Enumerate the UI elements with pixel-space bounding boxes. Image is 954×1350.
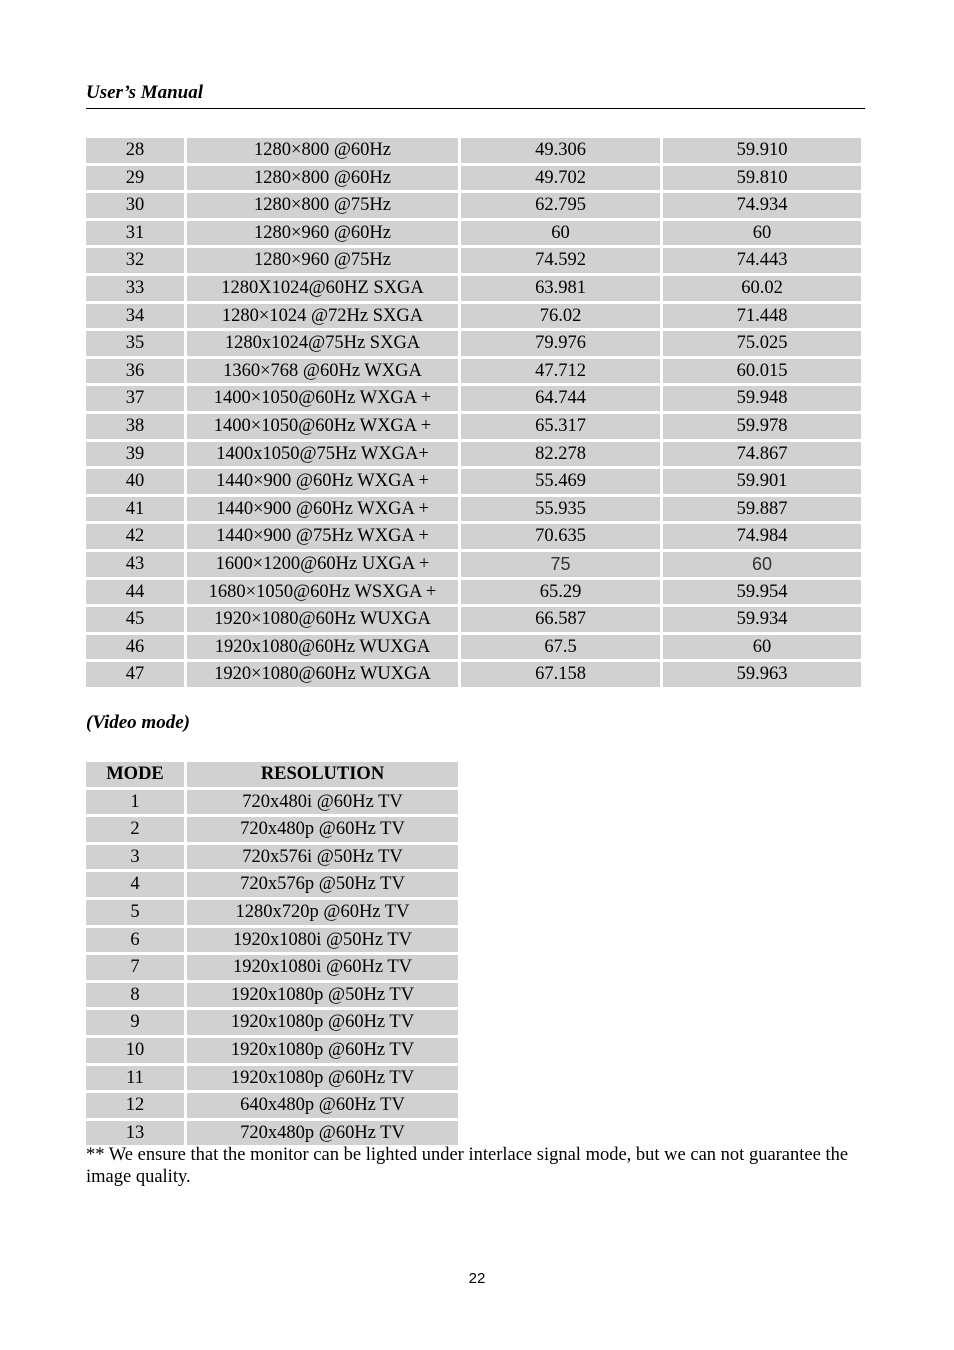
h-frequency-cell: 63.981 bbox=[461, 276, 660, 301]
table-row bbox=[86, 983, 458, 1008]
h-frequency-cell: 64.744 bbox=[461, 386, 660, 411]
v-frequency-cell: 59.934 bbox=[663, 607, 861, 632]
mode-cell: 13 bbox=[86, 1121, 184, 1146]
table-row bbox=[86, 790, 458, 815]
resolution-cell: 1440×900 @60Hz WXGA + bbox=[187, 469, 458, 494]
resolution-cell: 1920×1080@60Hz WUXGA bbox=[187, 607, 458, 632]
page-number: 22 bbox=[468, 1270, 486, 1287]
mode-cell: 40 bbox=[86, 469, 184, 494]
table-row bbox=[86, 1121, 458, 1146]
table-row bbox=[86, 900, 458, 925]
mode-column-header: MODE bbox=[86, 762, 184, 787]
table-row bbox=[86, 221, 861, 246]
table-row bbox=[86, 414, 861, 439]
mode-cell: 46 bbox=[86, 635, 184, 660]
h-frequency-cell: 74.592 bbox=[461, 248, 660, 273]
table-row bbox=[86, 497, 861, 522]
v-frequency-cell: 59.810 bbox=[663, 166, 861, 191]
mode-cell: 31 bbox=[86, 221, 184, 246]
table-row bbox=[86, 524, 861, 549]
resolution-cell: 1280×1024 @72Hz SXGA bbox=[187, 304, 458, 329]
table-row bbox=[86, 138, 861, 163]
mode-cell: 9 bbox=[86, 1010, 184, 1035]
header-title: User’s Manual bbox=[86, 82, 204, 103]
mode-cell: 33 bbox=[86, 276, 184, 301]
resolution-cell: 1920x1080p @60Hz TV bbox=[187, 1038, 458, 1063]
v-frequency-cell: 74.443 bbox=[663, 248, 861, 273]
resolution-cell: 1920x1080p @60Hz TV bbox=[187, 1010, 458, 1035]
table-row bbox=[86, 193, 861, 218]
v-frequency-cell: 59.963 bbox=[663, 662, 861, 687]
resolution-column-header: RESOLUTION bbox=[187, 762, 458, 787]
resolution-cell: 1600×1200@60Hz UXGA + bbox=[187, 552, 458, 577]
h-frequency-cell: 66.587 bbox=[461, 607, 660, 632]
mode-cell: 35 bbox=[86, 331, 184, 356]
resolution-cell: 1280x720p @60Hz TV bbox=[187, 900, 458, 925]
resolution-cell: 1920x1080p @50Hz TV bbox=[187, 983, 458, 1008]
v-frequency-cell: 59.910 bbox=[663, 138, 861, 163]
table-row bbox=[86, 845, 458, 870]
mode-cell: 8 bbox=[86, 983, 184, 1008]
mode-cell: 11 bbox=[86, 1066, 184, 1091]
table-row bbox=[86, 928, 458, 953]
resolution-cell: 1920x1080p @60Hz TV bbox=[187, 1066, 458, 1091]
v-frequency-cell: 74.984 bbox=[663, 524, 861, 549]
resolution-cell: 720x576i @50Hz TV bbox=[187, 845, 458, 870]
v-frequency-cell: 59.978 bbox=[663, 414, 861, 439]
resolution-cell: 1280×800 @60Hz bbox=[187, 166, 458, 191]
table-row bbox=[86, 276, 861, 301]
table-row bbox=[86, 1066, 458, 1091]
resolution-cell: 1360×768 @60Hz WXGA bbox=[187, 359, 458, 384]
mode-cell: 45 bbox=[86, 607, 184, 632]
resolution-cell: 1440×900 @60Hz WXGA + bbox=[187, 497, 458, 522]
mode-cell: 7 bbox=[86, 955, 184, 980]
h-frequency-cell: 67.5 bbox=[461, 635, 660, 660]
h-frequency-cell: 75 bbox=[461, 552, 660, 577]
table-row bbox=[86, 1010, 458, 1035]
mode-cell: 4 bbox=[86, 872, 184, 897]
table-row bbox=[86, 1093, 458, 1118]
h-frequency-cell: 82.278 bbox=[461, 442, 660, 467]
h-frequency-cell: 67.158 bbox=[461, 662, 660, 687]
mode-cell: 41 bbox=[86, 497, 184, 522]
h-frequency-cell: 62.795 bbox=[461, 193, 660, 218]
h-frequency-cell: 55.935 bbox=[461, 497, 660, 522]
resolution-cell: 1400x1050@75Hz WXGA+ bbox=[187, 442, 458, 467]
resolution-cell: 1920×1080@60Hz WUXGA bbox=[187, 662, 458, 687]
table-row bbox=[86, 331, 861, 356]
v-frequency-cell: 59.954 bbox=[663, 580, 861, 605]
resolution-cell: 1680×1050@60Hz WSXGA + bbox=[187, 580, 458, 605]
footnote: ** We ensure that the monitor can be lighted under interlace signal mode, but we can not guarantee the image quality. bbox=[86, 1145, 849, 1187]
resolution-cell: 1400×1050@60Hz WXGA + bbox=[187, 414, 458, 439]
resolution-cell: 1280X1024@60HZ SXGA bbox=[187, 276, 458, 301]
resolution-cell: 640x480p @60Hz TV bbox=[187, 1093, 458, 1118]
resolution-cell: 1920x1080i @50Hz TV bbox=[187, 928, 458, 953]
resolution-cell: 1920x1080@60Hz WUXGA bbox=[187, 635, 458, 660]
video-mode-table bbox=[83, 759, 461, 1148]
h-frequency-cell: 76.02 bbox=[461, 304, 660, 329]
resolution-cell: 1280×800 @75Hz bbox=[187, 193, 458, 218]
v-frequency-cell: 60 bbox=[663, 552, 861, 577]
resolution-cell: 1280x1024@75Hz SXGA bbox=[187, 331, 458, 356]
mode-cell: 6 bbox=[86, 928, 184, 953]
table-row bbox=[86, 955, 458, 980]
table-row bbox=[86, 304, 861, 329]
resolution-cell: 1280×960 @75Hz bbox=[187, 248, 458, 273]
h-frequency-cell: 55.469 bbox=[461, 469, 660, 494]
v-frequency-cell: 71.448 bbox=[663, 304, 861, 329]
mode-cell: 30 bbox=[86, 193, 184, 218]
h-frequency-cell: 65.29 bbox=[461, 580, 660, 605]
page-header bbox=[86, 80, 865, 109]
resolution-cell: 1280×960 @60Hz bbox=[187, 221, 458, 246]
v-frequency-cell: 59.901 bbox=[663, 469, 861, 494]
table-row bbox=[86, 469, 861, 494]
mode-cell: 28 bbox=[86, 138, 184, 163]
v-frequency-cell: 60 bbox=[663, 635, 861, 660]
mode-cell: 2 bbox=[86, 817, 184, 842]
table-row bbox=[86, 359, 861, 384]
h-frequency-cell: 65.317 bbox=[461, 414, 660, 439]
v-frequency-cell: 60 bbox=[663, 221, 861, 246]
table-row bbox=[86, 248, 861, 273]
resolution-cell: 1280×800 @60Hz bbox=[187, 138, 458, 163]
table-row bbox=[86, 580, 861, 605]
resolution-cell: 720x576p @50Hz TV bbox=[187, 872, 458, 897]
h-frequency-cell: 49.306 bbox=[461, 138, 660, 163]
video-mode-label: (Video mode) bbox=[86, 712, 190, 733]
mode-cell: 29 bbox=[86, 166, 184, 191]
mode-cell: 42 bbox=[86, 524, 184, 549]
table-row bbox=[86, 872, 458, 897]
v-frequency-cell: 74.934 bbox=[663, 193, 861, 218]
timing-table bbox=[83, 135, 864, 690]
resolution-cell: 720x480p @60Hz TV bbox=[187, 817, 458, 842]
video-table-header-row bbox=[86, 762, 458, 787]
table-row bbox=[86, 1038, 458, 1063]
mode-cell: 1 bbox=[86, 790, 184, 815]
v-frequency-cell: 59.887 bbox=[663, 497, 861, 522]
h-frequency-cell: 49.702 bbox=[461, 166, 660, 191]
mode-cell: 47 bbox=[86, 662, 184, 687]
v-frequency-cell: 74.867 bbox=[663, 442, 861, 467]
video-table-body bbox=[86, 790, 458, 1146]
h-frequency-cell: 70.635 bbox=[461, 524, 660, 549]
mode-cell: 10 bbox=[86, 1038, 184, 1063]
v-frequency-cell: 60.02 bbox=[663, 276, 861, 301]
h-frequency-cell: 60 bbox=[461, 221, 660, 246]
v-frequency-cell: 60.015 bbox=[663, 359, 861, 384]
resolution-cell: 720x480i @60Hz TV bbox=[187, 790, 458, 815]
table-row bbox=[86, 662, 861, 687]
table-row bbox=[86, 442, 861, 467]
table-row bbox=[86, 635, 861, 660]
h-frequency-cell: 47.712 bbox=[461, 359, 660, 384]
table-row bbox=[86, 607, 861, 632]
mode-cell: 3 bbox=[86, 845, 184, 870]
h-frequency-cell: 79.976 bbox=[461, 331, 660, 356]
v-frequency-cell: 59.948 bbox=[663, 386, 861, 411]
timing-table-body bbox=[86, 138, 861, 687]
v-frequency-cell: 75.025 bbox=[663, 331, 861, 356]
table-row bbox=[86, 817, 458, 842]
mode-cell: 44 bbox=[86, 580, 184, 605]
resolution-cell: 1400×1050@60Hz WXGA + bbox=[187, 386, 458, 411]
resolution-cell: 1920x1080i @60Hz TV bbox=[187, 955, 458, 980]
mode-cell: 12 bbox=[86, 1093, 184, 1118]
table-row bbox=[86, 166, 861, 191]
table-row bbox=[86, 386, 861, 411]
table-row bbox=[86, 552, 861, 577]
mode-cell: 5 bbox=[86, 900, 184, 925]
mode-cell: 38 bbox=[86, 414, 184, 439]
resolution-cell: 720x480p @60Hz TV bbox=[187, 1121, 458, 1146]
mode-cell: 37 bbox=[86, 386, 184, 411]
mode-cell: 43 bbox=[86, 552, 184, 577]
mode-cell: 36 bbox=[86, 359, 184, 384]
mode-cell: 39 bbox=[86, 442, 184, 467]
mode-cell: 34 bbox=[86, 304, 184, 329]
resolution-cell: 1440×900 @75Hz WXGA + bbox=[187, 524, 458, 549]
mode-cell: 32 bbox=[86, 248, 184, 273]
